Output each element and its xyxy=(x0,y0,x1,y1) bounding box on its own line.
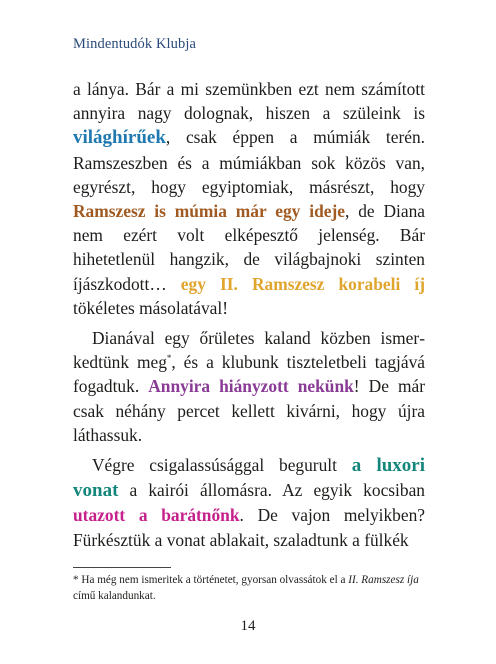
footnote-marker: * xyxy=(166,353,172,364)
text-run: Dianával egy őrületes kaland közben ismerkedtünk meg xyxy=(73,328,425,373)
text-run: , csak éppen a múmiák terén. Ramszeszben és a múmiákban sok közös van, egyrészt, hogy egyiptomiak, másrészt, hogy xyxy=(73,127,425,197)
text-run: tökéletes másolatával! xyxy=(73,297,229,318)
page-number: 14 xyxy=(240,618,256,634)
highlight-teal: a luxori vonat xyxy=(73,455,425,502)
footnote-text-end: című kalandunkat. xyxy=(73,589,156,602)
body-text xyxy=(73,77,425,552)
text-run: ! De már csak néhány percet kellett kivárni, hogy újra láthassuk. xyxy=(73,376,425,445)
highlight-purple: Annyira hiányzott nekünk xyxy=(148,376,354,397)
footnote-rule xyxy=(73,567,171,568)
paragraph-2 xyxy=(73,326,425,447)
footnote xyxy=(73,573,425,604)
highlight-brown: Ramszesz is múmia már egy ideje xyxy=(73,201,345,222)
text-run: . De vajon melyikben? Fürkésztük a vonat ablakait, szaladtunk a fülkék xyxy=(73,505,425,550)
highlight-orange: egy II. Ramszesz korabeli íj xyxy=(180,273,425,294)
footnote-book-title: II. Ramszesz íja xyxy=(348,574,419,586)
text-run: , de Diana nem ezért volt elképesztő jelenség. Bár hihetetlenül hangzik, de világbajnoki szinten íjászkodott… xyxy=(73,201,426,294)
text-run: a lánya. Bár a mi szemünkben ezt nem számított annyira nagy dolognak, hiszen a szüleink is xyxy=(73,79,425,124)
footnote-text: * Ha még nem ismeritek a történetet, gyorsan olvassátok el a xyxy=(73,574,349,586)
highlight-magenta: utazott a barátnőnk xyxy=(73,505,240,526)
highlight-blue: világhírűek xyxy=(73,127,166,149)
text-run: , és a klubunk tiszteletbeli tagjává fogadtuk. xyxy=(73,352,425,397)
text-run: a kairói állomásra. Az egyik kocsiban xyxy=(118,480,425,501)
paragraph-1 xyxy=(73,77,425,320)
running-head: Mindentudók Klubja xyxy=(73,36,197,52)
paragraph-3 xyxy=(73,453,425,552)
text-run: Végre csigalassúsággal begurult xyxy=(92,455,352,476)
